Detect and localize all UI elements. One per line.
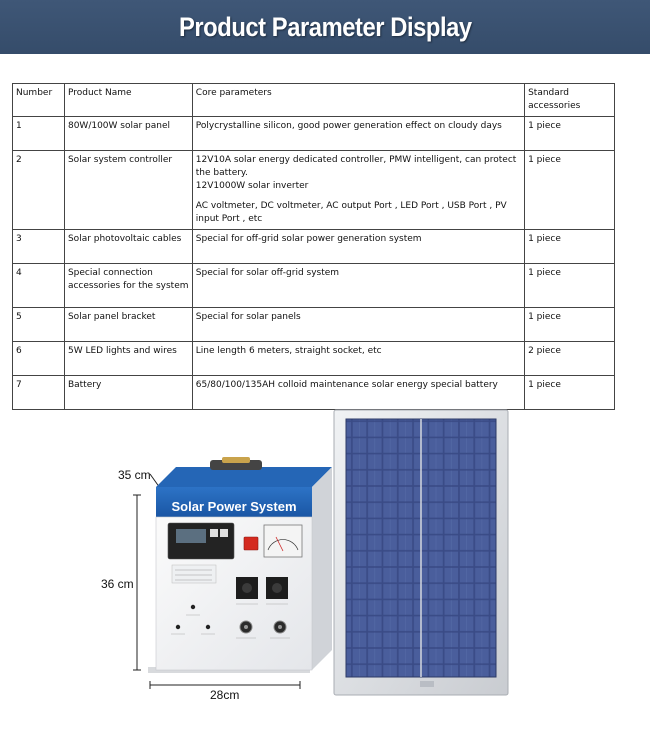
dimension-height: 36 cm	[101, 577, 134, 591]
cell-accessories: 1 piece	[525, 230, 615, 264]
table-row	[13, 308, 615, 342]
cell-number: 1	[13, 117, 65, 151]
cell-product-name: Solar photovoltaic cables	[64, 230, 192, 264]
header-standard-accessories: Standard accessories	[525, 84, 615, 117]
table-row	[13, 151, 615, 230]
cell-product-name: Solar system controller	[64, 151, 192, 230]
dimension-depth: 35 cm	[118, 468, 151, 482]
cell-accessories: 1 piece	[525, 151, 615, 230]
header-product-name: Product Name	[64, 84, 192, 117]
table-row	[13, 117, 615, 151]
cell-core-parameters: Special for solar panels	[192, 308, 524, 342]
cell-accessories: 1 piece	[525, 376, 615, 410]
cell-number: 3	[13, 230, 65, 264]
param-line: AC voltmeter, DC voltmeter, AC output Port , LED Port , USB Port , PV input Port , etc	[195, 201, 507, 224]
header-number: Number	[13, 84, 65, 117]
cell-product-name: Solar panel bracket	[64, 308, 192, 342]
parameter-table	[12, 83, 615, 410]
dimension-width: 28cm	[210, 688, 240, 702]
table-header-row	[13, 84, 615, 117]
page-title: Product Parameter Display	[178, 11, 472, 42]
header-core-parameters: Core parameters	[192, 84, 524, 117]
cell-accessories: 2 piece	[525, 342, 615, 376]
table-row	[13, 264, 615, 308]
cell-core-parameters: Polycrystalline silicon, good power generation effect on cloudy days	[192, 117, 524, 151]
cell-product-name: 80W/100W solar panel	[64, 117, 192, 151]
solar-panel	[334, 410, 508, 695]
cell-core-parameters: 65/80/100/135AH colloid maintenance solar energy special battery	[192, 376, 524, 410]
cell-number: 2	[13, 151, 65, 230]
cell-number: 7	[13, 376, 65, 410]
cell-core-parameters: Special for off-grid solar power generation system	[192, 230, 524, 264]
cell-core-parameters: Line length 6 meters, straight socket, etc	[192, 342, 524, 376]
cell-product-name: Battery	[64, 376, 192, 410]
header-banner	[0, 0, 650, 54]
param-line: 12V1000W solar inverter	[195, 181, 309, 191]
product-photo	[0, 405, 650, 736]
table-row	[13, 342, 615, 376]
cell-number: 5	[13, 308, 65, 342]
cell-core-parameters	[192, 151, 524, 230]
cell-number: 4	[13, 264, 65, 308]
table-row	[13, 230, 615, 264]
cell-product-name: Special connection accessories for the system	[64, 264, 192, 308]
cell-core-parameters: Special for solar off-grid system	[192, 264, 524, 308]
box-label: Solar Power System	[171, 499, 297, 514]
cell-accessories: 1 piece	[525, 264, 615, 308]
cell-accessories: 1 piece	[525, 308, 615, 342]
cell-number: 6	[13, 342, 65, 376]
param-line: 12V10A solar energy dedicated controller, PMW intelligent, can protect the battery.	[195, 155, 517, 178]
cell-product-name: 5W LED lights and wires	[64, 342, 192, 376]
cell-accessories: 1 piece	[525, 117, 615, 151]
solar-power-box	[148, 457, 332, 673]
